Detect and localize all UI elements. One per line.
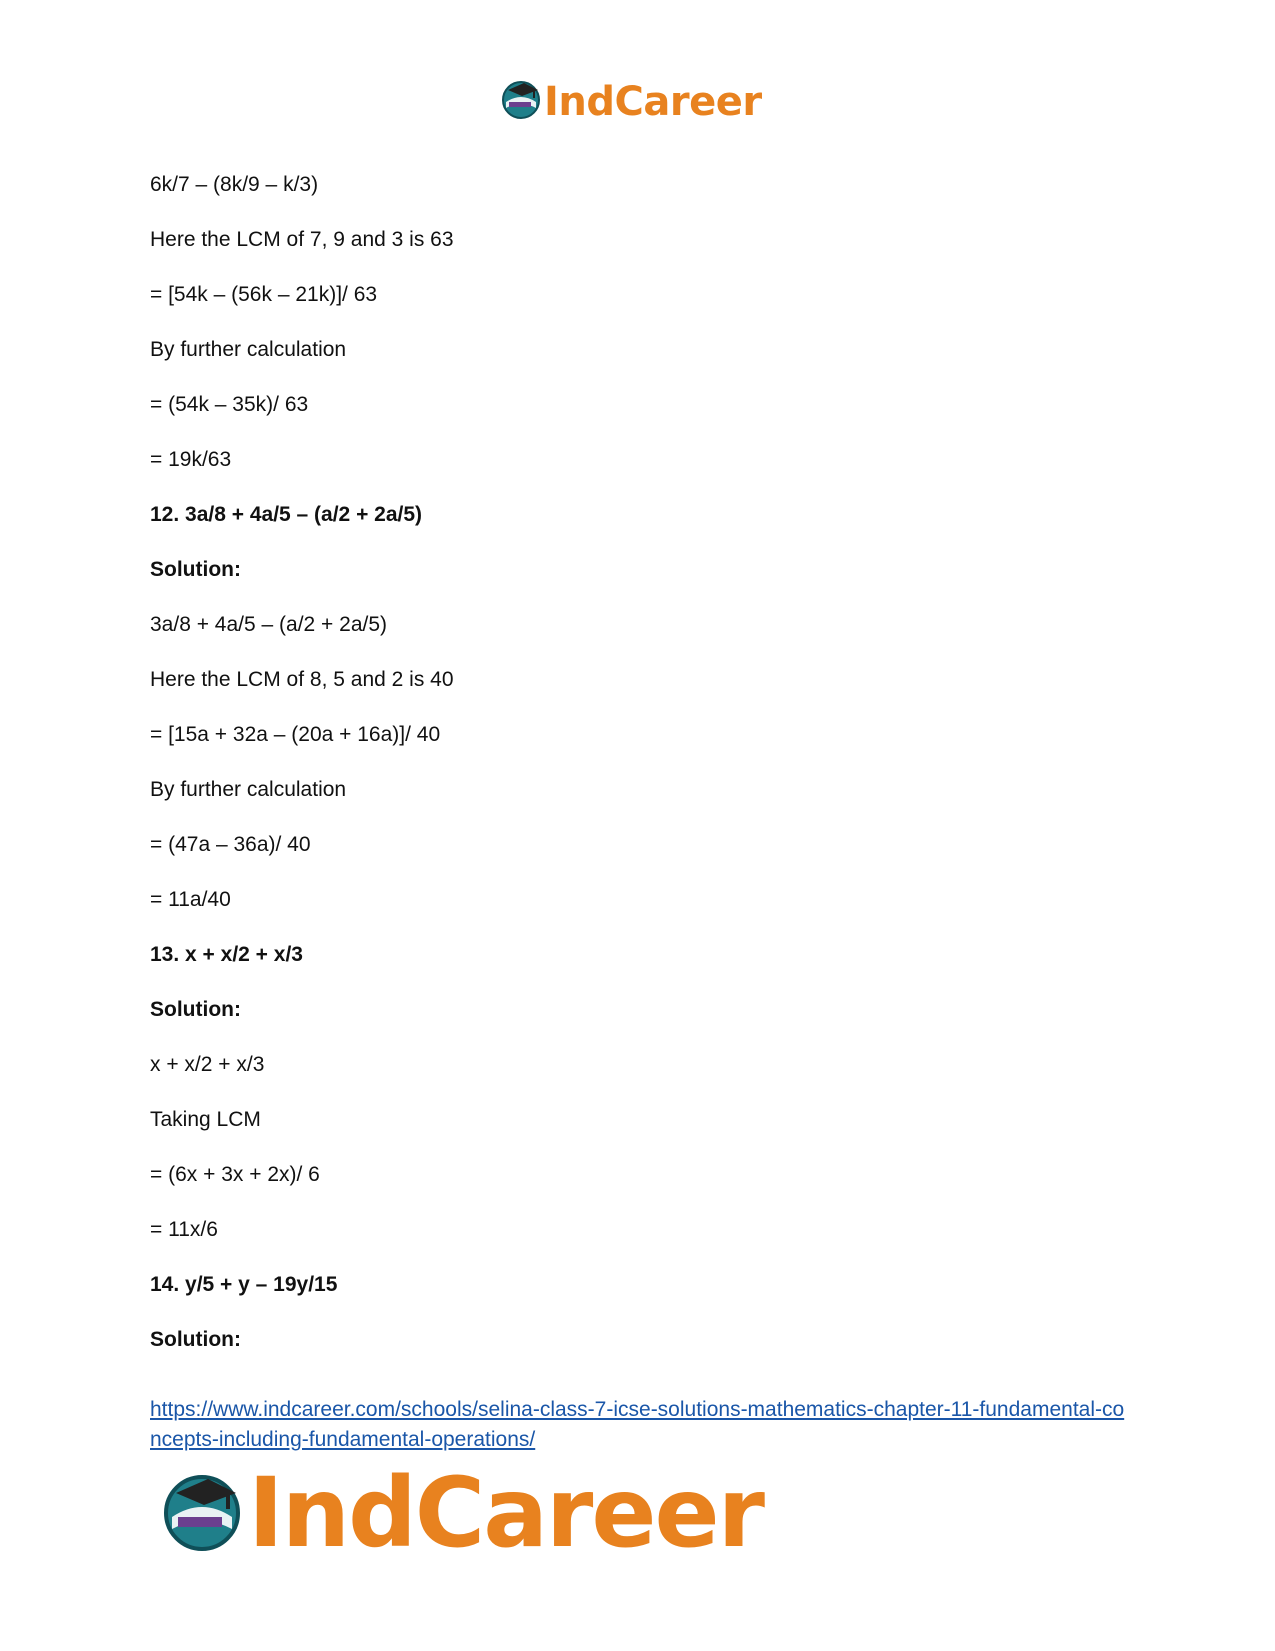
text-line: = 11a/40 bbox=[150, 888, 231, 911]
document-body bbox=[150, 172, 1140, 1382]
source-link[interactable]: https://www.indcareer.com/schools/selina-class-7-icse-solutions-mathematics-chapter-11-fundamental-concepts-including-fundamental-operations/ bbox=[150, 1398, 1125, 1451]
text-line: = [15a + 32a – (20a + 16a)]/ 40 bbox=[150, 723, 441, 746]
text-line: Taking LCM bbox=[150, 1108, 261, 1131]
text-line: 6k/7 – (8k/9 – k/3) bbox=[150, 173, 319, 196]
text-line: = (47a – 36a)/ 40 bbox=[150, 833, 311, 856]
text-line: = [54k – (56k – 21k)]/ 63 bbox=[150, 283, 378, 306]
header-logo bbox=[500, 78, 762, 125]
text-line: By further calculation bbox=[150, 338, 347, 361]
logo-text: IndCareer bbox=[544, 78, 762, 125]
heading-line: Solution: bbox=[150, 1328, 241, 1351]
text-line: Here the LCM of 7, 9 and 3 is 63 bbox=[150, 228, 454, 251]
heading-line: Solution: bbox=[150, 558, 241, 581]
text-line: By further calculation bbox=[150, 778, 347, 801]
text-line: Here the LCM of 8, 5 and 2 is 40 bbox=[150, 668, 454, 691]
text-line: = 19k/63 bbox=[150, 448, 232, 471]
heading-line: 12. 3a/8 + 4a/5 – (a/2 + 2a/5) bbox=[150, 503, 423, 526]
graduation-cap-globe-icon bbox=[500, 78, 542, 125]
text-line: x + x/2 + x/3 bbox=[150, 1053, 265, 1076]
text-line: = (6x + 3x + 2x)/ 6 bbox=[150, 1163, 320, 1186]
text-line: = 11x/6 bbox=[150, 1218, 218, 1241]
text-line: 3a/8 + 4a/5 – (a/2 + 2a/5) bbox=[150, 613, 388, 636]
logo-text: IndCareer bbox=[248, 1457, 763, 1569]
footer-logo bbox=[160, 1457, 763, 1569]
heading-line: 14. y/5 + y – 19y/15 bbox=[150, 1273, 338, 1296]
heading-line: Solution: bbox=[150, 998, 241, 1021]
heading-line: 13. x + x/2 + x/3 bbox=[150, 943, 303, 966]
graduation-cap-globe-icon bbox=[160, 1469, 244, 1558]
text-line: = (54k – 35k)/ 63 bbox=[150, 393, 309, 416]
